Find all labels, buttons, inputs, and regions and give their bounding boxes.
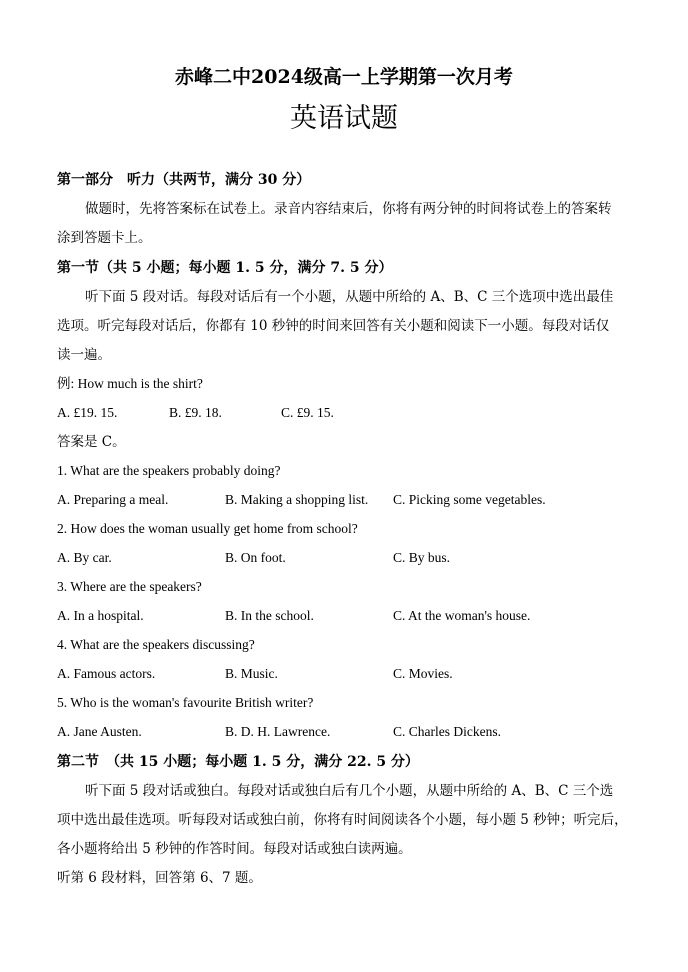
example-option-c: C. £9. 15. — [281, 405, 334, 420]
question-1-option-b: B. Making a shopping list. — [225, 492, 369, 507]
question-2-option-c: C. By bus. — [393, 550, 451, 565]
question-3-option-a: A. In a hospital. — [57, 608, 144, 623]
example-question: 例: How much is the shirt? — [57, 376, 203, 391]
question-2-option-a: A. By car. — [57, 550, 112, 565]
section2-material-note: 听第 6 段材料，回答第 6、7 题。 — [57, 870, 262, 886]
section2-instruction-line3: 各小题将给出 5 秒钟的作答时间。每段对话或独白读两遍。 — [57, 841, 412, 857]
section2-instruction-line1: 听下面 5 段对话或独白。每段对话或独白后有几个小题，从题中所给的 A、B、C 三个选 — [85, 783, 614, 799]
section1-instruction-line2: 选项。听完每段对话后，你都有 10 秒钟的时间来回答有关小题和阅读下一小题。每段对话仅 — [57, 318, 610, 334]
question-5-option-b: B. D. H. Lawrence. — [225, 724, 331, 739]
section1-instruction-line1: 听下面 5 段对话。每段对话后有一个小题，从题中所给的 A、B、C 三个选项中选出最佳 — [85, 289, 614, 305]
part1-instruction-line2: 涂到答题卡上。 — [57, 230, 152, 246]
question-4: 4. What are the speakers discussing? — [57, 637, 255, 652]
question-3: 3. Where are the speakers? — [57, 579, 202, 594]
section1-instruction-line3: 读一遍。 — [57, 347, 111, 363]
question-1-option-c: C. Picking some vegetables. — [393, 492, 546, 507]
part1-instruction-line1: 做题时，先将答案标在试卷上。录音内容结束后，你将有两分钟的时间将试卷上的答案转 — [85, 201, 612, 217]
question-4-option-c: C. Movies. — [393, 666, 453, 681]
question-3-option-b: B. In the school. — [225, 608, 314, 623]
question-4-option-a: A. Famous actors. — [57, 666, 156, 681]
example-answer: 答案是 C。 — [57, 434, 126, 450]
question-3-option-c: C. At the woman's house. — [393, 608, 531, 623]
part1-heading: 第一部分 听力（共两节，满分 30 分） — [57, 172, 311, 188]
subject-title: 英语试题 — [290, 103, 398, 134]
question-4-option-b: B. Music. — [225, 666, 278, 681]
question-2-option-b: B. On foot. — [225, 550, 286, 565]
question-5: 5. Who is the woman's favourite British writer? — [57, 695, 314, 710]
example-option-b: B. £9. 18. — [169, 405, 222, 420]
section1-heading: 第一节（共 5 小题；每小题 1. 5 分，满分 7. 5 分） — [57, 260, 393, 276]
question-2: 2. How does the woman usually get home from school? — [57, 521, 358, 536]
section2-heading: 第二节 （共 15 小题；每小题 1. 5 分，满分 22. 5 分） — [57, 754, 419, 770]
exam-title: 赤峰二中2024级高一上学期第一次月考 — [175, 66, 513, 88]
section2-instruction-line2: 项中选出最佳选项。听每段对话或独白前，你将有时间阅读各个小题，每小题 5 秒钟；听完后， — [57, 812, 628, 828]
question-5-option-a: A. Jane Austen. — [57, 724, 142, 739]
question-1-option-a: A. Preparing a meal. — [57, 492, 169, 507]
question-5-option-c: C. Charles Dickens. — [393, 724, 501, 739]
example-option-a: A. £19. 15. — [57, 405, 118, 420]
question-1: 1. What are the speakers probably doing? — [57, 463, 281, 478]
